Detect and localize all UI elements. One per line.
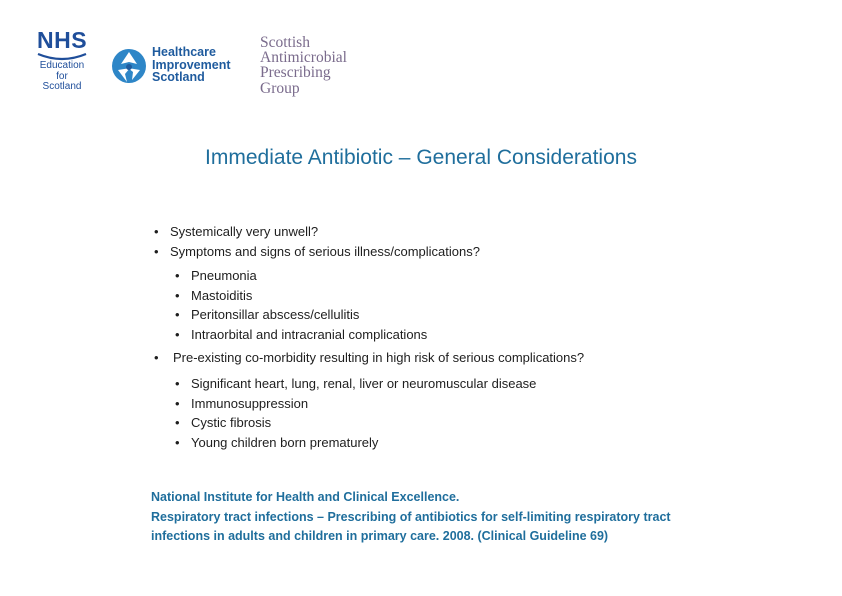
nhs-wordmark: NHS <box>36 27 88 53</box>
nhs-swoosh-icon <box>36 52 88 62</box>
complications-list <box>175 266 427 344</box>
comorbidity-heading-list <box>154 348 584 368</box>
his-triskele-icon <box>110 44 148 88</box>
his-wordmark: Healthcare Improvement Scotland <box>152 45 231 84</box>
sapg-logo: Scottish Antimicrobial Prescribing Group <box>260 34 347 97</box>
considerations-list <box>154 222 480 261</box>
reference-line: Respiratory tract infections – Prescribing of antibiotics for self-limiting respiratory tract <box>151 509 671 524</box>
reference-citation <box>151 488 671 547</box>
page-title: Immediate Antibiotic – General Considerations <box>205 146 637 169</box>
list-item: • Peritonsillar abscess/cellulitis <box>175 305 427 325</box>
list-item: • Intraorbital and intracranial complications <box>175 325 427 345</box>
list-item: • Mastoiditis <box>175 286 427 306</box>
healthcare-improvement-scotland-logo <box>110 44 250 94</box>
list-item: • Significant heart, lung, renal, liver or neuromuscular disease <box>175 374 536 394</box>
list-item: • Pneumonia <box>175 266 427 286</box>
list-item: • Pre-existing co-morbidity resulting in high risk of serious complications? <box>154 348 584 368</box>
list-item: • Immunosuppression <box>175 394 536 414</box>
nhs-logo-subtitle: Education for Scotland <box>39 60 85 92</box>
reference-line: National Institute for Health and Clinical Excellence. <box>151 490 460 504</box>
list-item: • Cystic fibrosis <box>175 413 536 433</box>
list-item: • Symptoms and signs of serious illness/complications? <box>154 242 480 262</box>
list-item: • Young children born prematurely <box>175 433 536 453</box>
reference-line: infections in adults and children in primary care. 2008. (Clinical Guideline 69) <box>151 529 609 543</box>
nhs-education-scotland-logo <box>32 28 92 93</box>
list-item: • Systemically very unwell? <box>154 222 480 242</box>
comorbidities-list <box>175 374 536 452</box>
